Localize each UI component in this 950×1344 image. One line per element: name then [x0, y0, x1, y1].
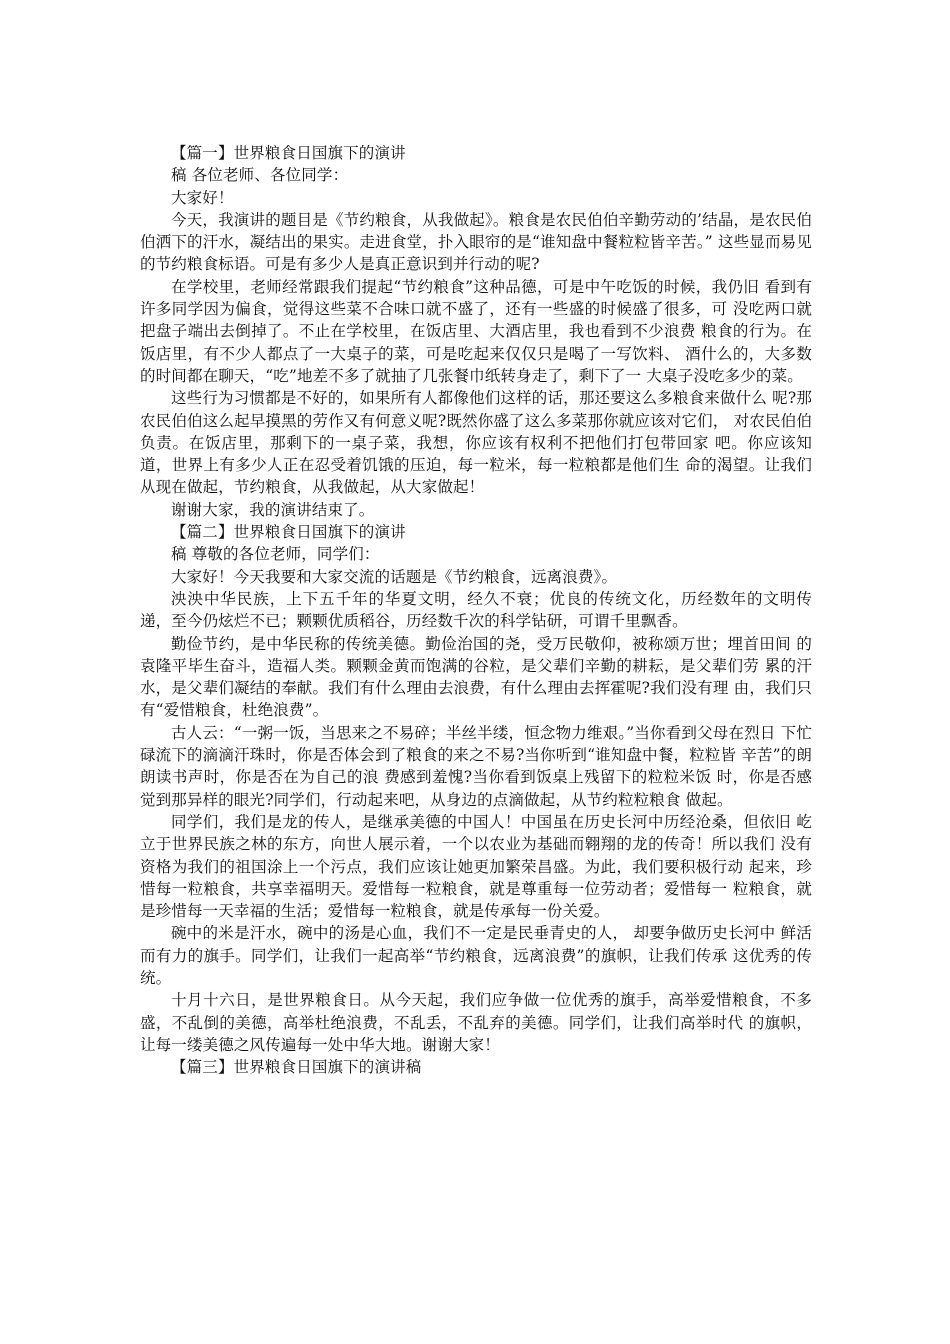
body-paragraph: 勤俭节约，是中华民称的传统美德。勤俭治国的尧，受万民敬仰，被称颂万世；埋首田间 的袁隆平毕生奋斗，造福人类。颗颗金黄而饱满的谷粒，是父辈们辛勤的耕耘，是父辈们劳 累的汗水，是父辈们凝结的奉献。我们有什么理由去浪费，有什么理由去挥霍呢?我们没有理 由，我们只有“爱惜粮食，杜绝浪费”。: [140, 634, 812, 720]
body-paragraph: 碗中的米是汗水，碗中的汤是心血，我们不一定是民垂青史的人， 却要争做历史长河中 鲜活而有力的旗手。同学们，让我们一起高举“节约粮食，远离浪费”的旗帜，让我们传承 这优秀的传统。: [140, 924, 812, 987]
body-paragraph: 泱泱中华民族，上下五千年的华夏文明，经久不衰；优良的传统文化，历经数年的文明传 递，至今仍炫烂不已；颗颗优质稻谷，历经数千次的科学钻研，可谓千里飘香。: [140, 589, 812, 631]
body-paragraph: 今天，我演讲的题目是《节约粮食，从我做起》。粮食是农民伯伯辛勤劳动的’结晶，是农民伯伯洒下的汗水，凝结出的果实。走进食堂，扑入眼帘的是“谁知盘中餐粒粒皆辛苦。” 这些显而易见的节约粮食标语。可是有多少人是真正意识到并行动的呢?: [140, 210, 812, 274]
section-1-heading: 【篇一】世界粮食日国旗下的演讲: [171, 144, 406, 162]
salutation: 稿 尊敬的各位老师，同学们：: [171, 545, 380, 564]
section-3-heading: 【篇三】世界粮食日国旗下的演讲稿: [171, 1058, 422, 1077]
greeting: 大家好！: [171, 188, 234, 207]
greeting: 大家好！今天我要和大家交流的话题是《节约粮食，远离浪费》。: [171, 567, 618, 586]
salutation: 稿 各位老师、各位同学：: [171, 166, 349, 185]
body-paragraph: 十月十六日，是世界粮食日。从今天起，我们应争做一位优秀的旗手，高举爱惜粮食，不多盛，不乱倒的美德，高举杜绝浪费，不乱丢，不乱弃的美德。同学们，让我们高举时代 的旗帜，让每一缕美德之风传遍每一处中华大地。谢谢大家！: [140, 991, 812, 1054]
closing-line: 谢谢大家，我的演讲结束了。: [171, 500, 375, 519]
body-paragraph: 同学们，我们是龙的传人，是继承美德的中国人！中国虽在历史长河中历经沧桑，但依旧 屹立于世界民族之林的东方，向世人展示着，一个以农业为基础而翱翔的龙的传奇！所以我们 没有资格为我们的祖国涂上一个污点，我们应该让她更加繁荣昌盛。为此，我们要积极行动 起来，珍惜每一粒粮食，共享幸福明天。爱惜每一粒粮食，就是尊重每一位劳动者；爱惜每一 粒粮食，就是珍惜每一天幸福的生活；爱惜每一粒粮食，就是传承每一份关爱。: [140, 812, 812, 921]
body-paragraph: 在学校里，老师经常跟我们提起“节约粮食”这种品德，可是中午吃饭的时候，我仍旧 看到有许多同学因为偏食，觉得这些菜不合味口就不盛了，还有一些盛的时候盛了很多，可 没吃两口就把盘子端出去倒掉了。不止在学校里，在饭店里、大酒店里，我也看到不少浪费 粮食的行为。在饭店里，有不少人都点了一大桌子的菜，可是吃起来仅仅只是喝了一写饮料、 酒什么的，大多数的时间都在聊天，“吃”地差不多了就抽了几张餐巾纸转身走了，剩下了一 大桌子没吃多少的菜。: [140, 277, 812, 385]
section-2-heading: 【篇二】世界粮食日国旗下的演讲: [171, 523, 406, 542]
body-paragraph: 古人云：“一粥一饭，当思来之不易碎；半丝半缕，恒念物力维艰。”当你看到父母在烈日 下忙碌流下的滴滴汗珠时，你是否体会到了粮食的来之不易?当你听到“谁知盘中餐，粒粒皆 辛苦”的朗朗读书声时，你是否在为自己的浪 费感到羞愧?当你看到饭桌上残留下的粒粒米饭 时，你是否感觉到那异样的眼光?同学们，行动起来吧，从身边的点滴做起，从节约粒粒粮食 做起。: [140, 723, 812, 809]
body-paragraph: 这些行为习惯都是不好的，如果所有人都像他们这样的话，那还要这么多粮食来做什么 呢?那农民伯伯这么起早摸黑的劳作又有何意义呢?既然你盛了这么多菜那你就应该对它们， 对农民伯伯负责。在饭店里，那剩下的一桌子菜，我想，你应该有权利不把他们打包带回家 吧。你应该知道，世界上有多少人正在忍受着饥饿的压迫，每一粒米，每一粒粮都是他们生 命的渴望。让我们从现在做起，节约粮食，从我做起，从大家做起！: [140, 389, 812, 497]
document-page: [140, 142, 812, 1078]
